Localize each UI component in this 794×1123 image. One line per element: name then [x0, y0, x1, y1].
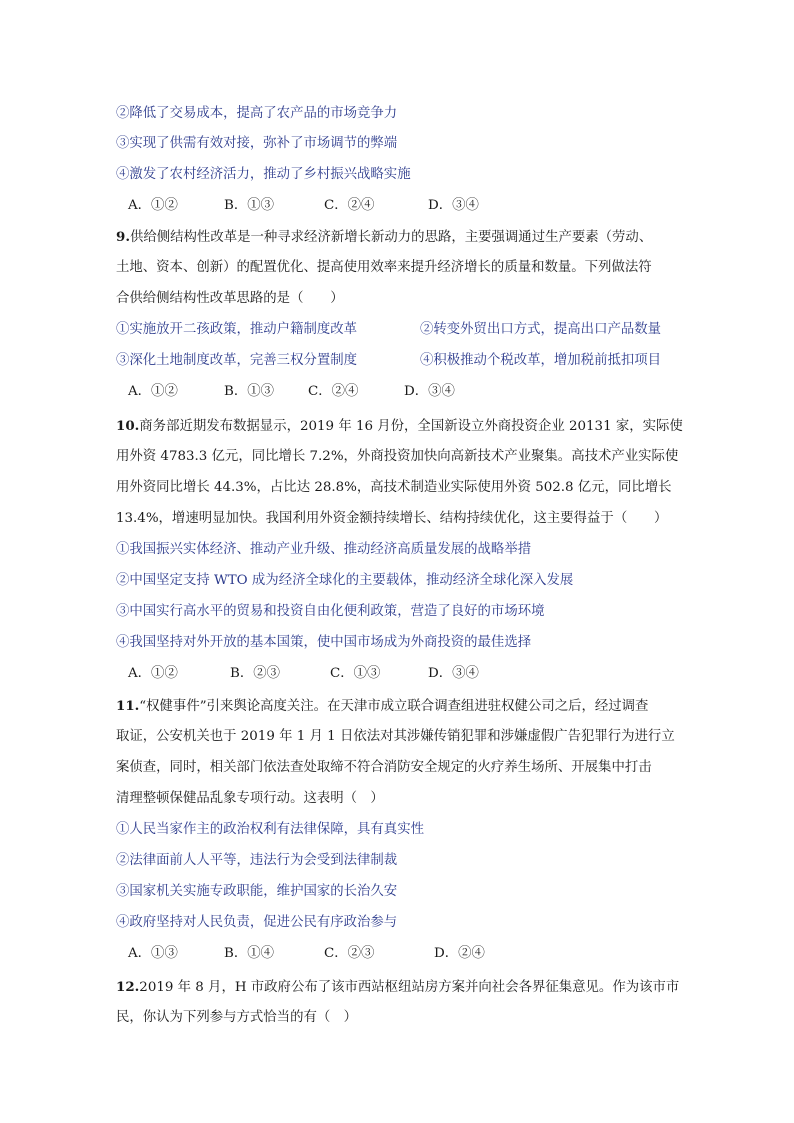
q10-choice-d: D．③④	[428, 666, 479, 681]
q10-option-4: ④我国坚持对外开放的基本国策，使中国市场成为外商投资的最佳选择	[116, 635, 532, 650]
q12-number: 12.	[116, 979, 140, 995]
q11-option-3: ③国家机关实施专政职能，维护国家的长治久安	[116, 884, 398, 899]
q8-option-3: ③实现了供需有效对接，弥补了市场调节的弊端	[116, 136, 398, 151]
q10-option-3: ③中国实行高水平的贸易和投资自由化便利政策，营造了良好的市场环境	[116, 604, 545, 619]
q10-choice-c: C．①③	[330, 666, 381, 681]
q11-choice-a: A．①③	[128, 946, 178, 961]
q11-choice-b: B．①④	[224, 946, 275, 961]
q9-stem-line-1: 9.供给侧结构性改革是一种寻求经济新增长新动力的思路，主要强调通过生产要素（劳动、	[116, 229, 653, 245]
q12-stem-line-1: 12.2019 年 8 月，H 市政府公布了该市西站枢纽站房方案并向社会各界征集意见。作为该市市	[116, 979, 680, 995]
q10-stem-line-3: 用外资同比增长 44.3%，占比达 28.8%，高技术制造业实际使用外资 502.8 亿元，同比增长	[116, 480, 672, 495]
q10-stem-line-4: 13.4%，增速明显加快。我国利用外资金额持续增长、结构持续优化，这主要得益于（ ）	[116, 511, 668, 526]
q9-option-1: ①实施放开二孩政策，推动户籍制度改革	[116, 322, 358, 337]
q10-option-2: ②中国坚定支持 WTO 成为经济全球化的主要载体，推动经济全球化深入发展	[116, 573, 574, 588]
q10-stem-line-1: 10.商务部近期发布数据显示，2019 年 16 月份，全国新设立外商投资企业 20131 家，实际使	[116, 418, 683, 434]
q11-choice-d: D．②④	[434, 946, 485, 961]
q9-option-2: ②转变外贸出口方式，提高出口产品数量	[420, 322, 662, 337]
q8-choice-d: D．③④	[428, 198, 479, 213]
q9-number: 9.	[116, 229, 130, 245]
q8-choice-a: A．①②	[128, 198, 178, 213]
q9-option-4: ④积极推动个税改革，增加税前抵扣项目	[420, 353, 662, 368]
q9-choice-d: D．③④	[404, 384, 455, 399]
q11-stem-line-3: 案侦查，同时，相关部门依法查处取缔不符合消防安全规定的火疗养生场所、开展集中打击	[116, 760, 652, 775]
q8-option-2: ②降低了交易成本，提高了农产品的市场竞争力	[116, 106, 398, 121]
q9-option-3: ③深化土地制度改革，完善三权分置制度	[116, 353, 358, 368]
q8-option-4: ④激发了农村经济活力，推动了乡村振兴战略实施	[116, 167, 411, 182]
q11-choice-c: C．②③	[324, 946, 375, 961]
q9-stem-line-2: 土地、资本、创新）的配置优化、提高使用效率来提升经济增长的质量和数量。下列做法符	[116, 260, 652, 275]
q9-choice-b: B．①③	[224, 384, 275, 399]
q11-stem-line-2: 取证，公安机关也于 2019 年 1 月 1 日依法对其涉嫌传销犯罪和涉嫌虚假广告犯罪行为进行立	[116, 729, 675, 744]
q11-stem-line-1: 11.“权健事件”引来舆论高度关注。在天津市成立联合调查组进驻权健公司之后，经过调查	[116, 698, 649, 714]
q11-option-1: ①人民当家作主的政治权利有法律保障，具有真实性	[116, 822, 424, 837]
q10-choice-a: A．①②	[128, 666, 178, 681]
q9-options-row-1	[116, 320, 716, 340]
q9-choice-c: C．②④	[308, 384, 359, 399]
q10-stem-line-2: 用外资 4783.3 亿元，同比增长 7.2%，外商投资加快向高新技术产业聚集。高技术产业实际使	[116, 449, 679, 464]
q9-options-row-2	[116, 351, 716, 371]
q11-stem-line-4: 清理整顿保健品乱象专项行动。这表明（ ）	[116, 791, 384, 806]
q8-choice-c: C．②④	[324, 198, 375, 213]
q10-option-1: ①我国振兴实体经济、推动产业升级、推动经济高质量发展的战略举措	[116, 542, 532, 557]
q10-number: 10.	[116, 418, 140, 434]
q12-stem-line-2: 民，你认为下列参与方式恰当的有（ ）	[116, 1010, 358, 1025]
q9-stem-line-3: 合供给侧结构性改革思路的是（ ）	[116, 291, 344, 306]
q11-option-2: ②法律面前人人平等，违法行为会受到法律制裁	[116, 853, 398, 868]
q8-choice-b: B．①③	[224, 198, 275, 213]
q11-option-4: ④政府坚持对人民负责，促进公民有序政治参与	[116, 915, 398, 930]
q11-number: 11.	[116, 698, 140, 714]
q9-choice-a: A．①②	[128, 384, 178, 399]
q10-choice-b: B．②③	[230, 666, 281, 681]
